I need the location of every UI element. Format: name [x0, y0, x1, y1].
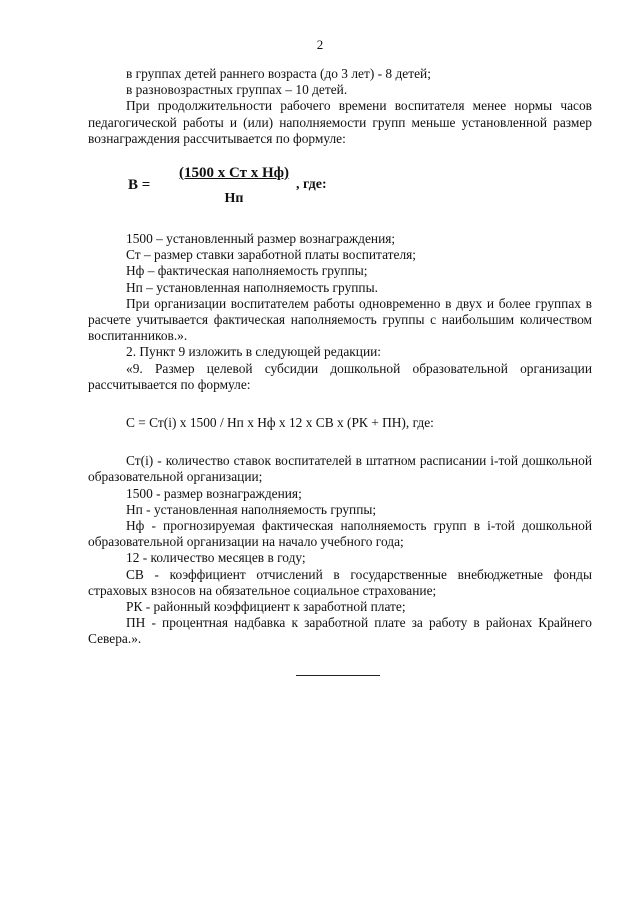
legend-1500: 1500 – установленный размер вознаграждения;: [126, 231, 396, 247]
paragraph-point-2: 2. Пункт 9 изложить в следующей редакции:: [126, 344, 382, 360]
line-early-age-groups: в группах детей раннего возраста (до 3 лет) - 8 детей;: [126, 66, 431, 81]
line-mixed-age-groups: в разновозрастных группах – 10 детей.: [126, 82, 348, 98]
formula-reward: [88, 161, 592, 213]
formula-fraction: [174, 165, 294, 207]
legend2-st-i: Ст(i) - количество ставок воспитателей в штатном расписании i-той дошкольной образовательной организации;: [88, 453, 592, 485]
legend2-nf: Нф - прогнозируемая фактическая наполняемость групп в i-той дошкольной образовательной организации на начало учебного года;: [88, 518, 592, 550]
paragraph-point-9: «9. Размер целевой субсидии дошкольной образовательной организации рассчитывается по формуле:: [88, 360, 592, 392]
paragraph-multi-groups: При организации воспитателем работы одновременно в двух и более группах в расчете учитывается фактическая наполняемость группы с наибольшим количеством воспитанников.».: [88, 295, 592, 344]
legend2-sv: СВ - коэффициент отчислений в государственные внебюджетные фонды страховых взносов на обязательное социальное страхование;: [88, 566, 592, 598]
legend2-np: Нп - установленная наполняемость группы;: [126, 501, 377, 517]
formula-denominator: Нп: [224, 191, 244, 207]
legend2-12: 12 - количество месяцев в году;: [126, 550, 306, 566]
formula-lhs: В =: [128, 177, 151, 194]
document-body: [88, 66, 592, 648]
legend2-1500: 1500 - размер вознаграждения;: [126, 485, 302, 501]
legend-st: Ст – размер ставки заработной платы воспитателя;: [126, 247, 417, 263]
legend-np: Нп – установленная наполняемость группы.: [126, 279, 378, 295]
paragraph-intro: При продолжительности рабочего времени воспитателя менее нормы часов педагогической работы и (или) наполняемости групп меньше установленной размер вознаграждения рассчитывается по формуле:: [88, 98, 592, 146]
formula-subsidy: С = Ст(i) х 1500 / Нп х Нф х 12 х СВ х (РК + ПН), где:: [126, 415, 434, 431]
legend2-pn: ПН - процентная надбавка к заработной плате за работу в районах Крайнего Севера.».: [88, 615, 592, 647]
closing-rule: [296, 675, 380, 676]
formula-numerator: (1500 х Ст х Нф): [178, 165, 290, 182]
page-number: 2: [316, 37, 324, 52]
formula-tail: , где:: [296, 177, 327, 193]
legend2-rk: РК - районный коэффициент к заработной плате;: [126, 599, 406, 615]
legend-nf: Нф – фактическая наполняемость группы;: [126, 263, 368, 279]
